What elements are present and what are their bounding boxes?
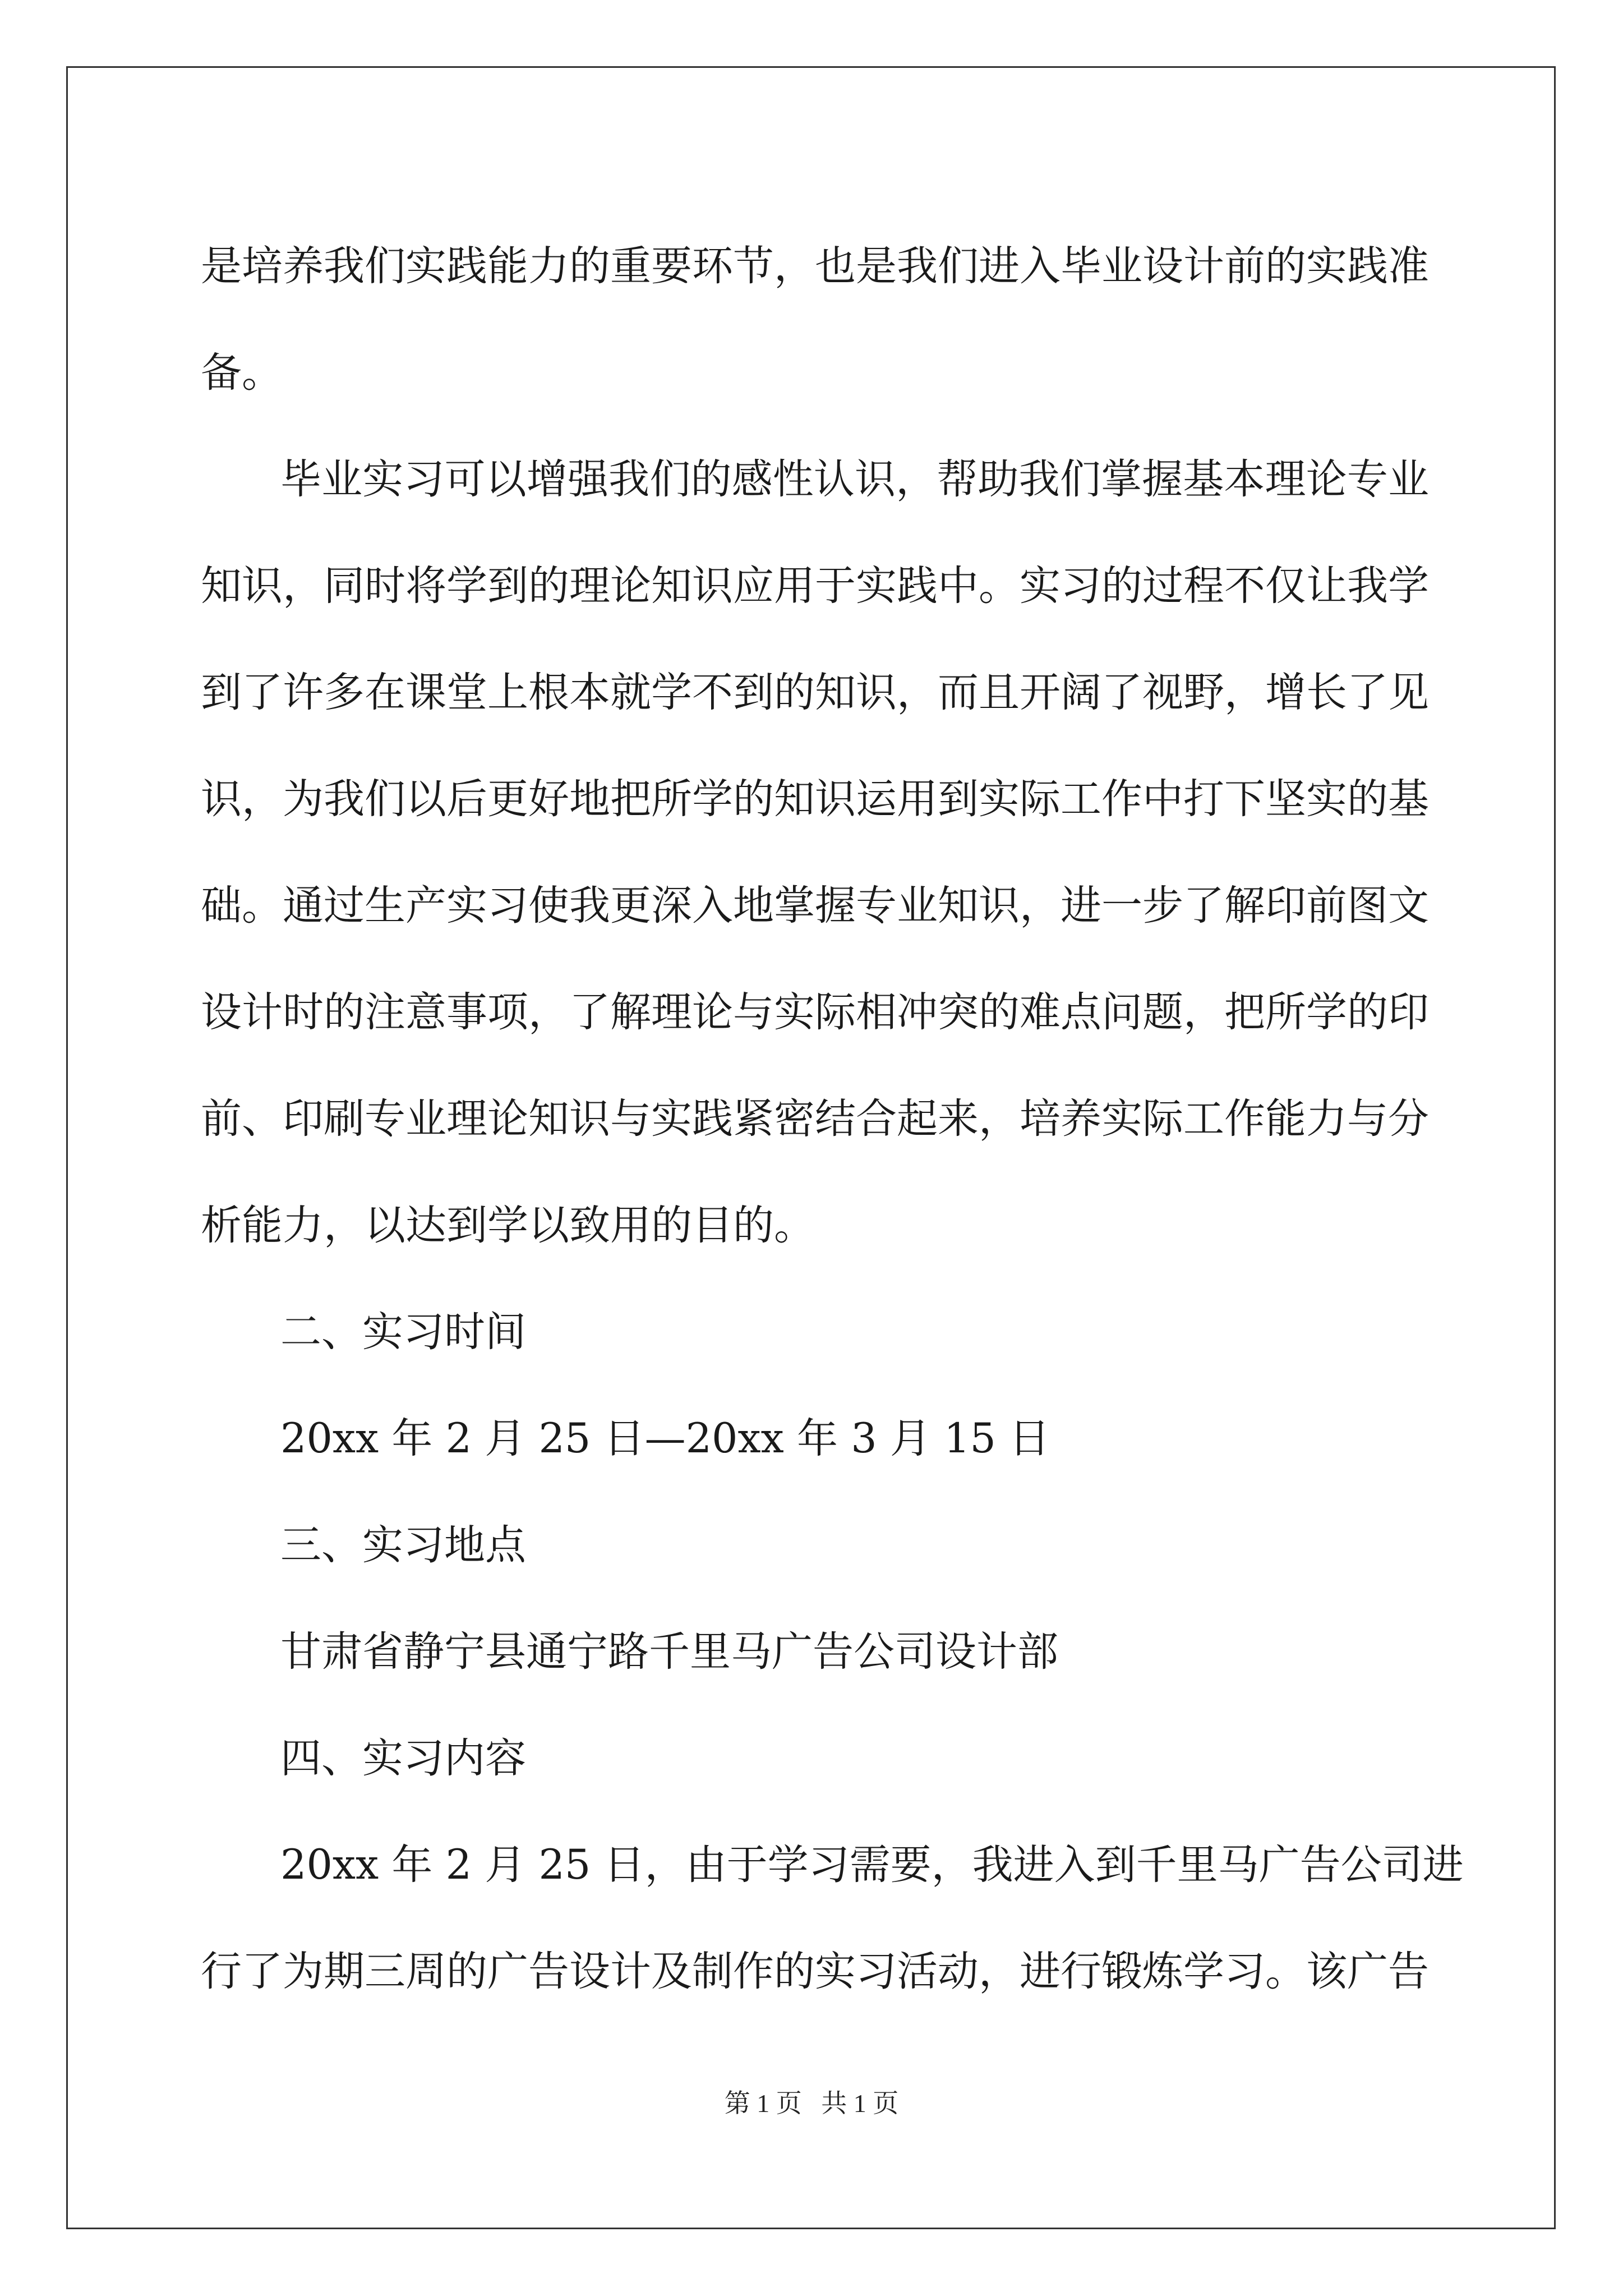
document-body xyxy=(201,213,1464,2025)
section-heading-time: 二、实习时间 xyxy=(280,1308,526,1356)
text-line-7: 础。通过生产实习使我更深入地掌握专业知识，进一步了解印前图文 xyxy=(201,882,1429,930)
text-line-10: 析能力，以达到学以致用的目的。 xyxy=(201,1202,815,1249)
page-footer xyxy=(0,2083,1623,2120)
text-line-1: 是培养我们实践能力的重要环节，也是我们进入毕业设计前的实践准 xyxy=(201,242,1429,290)
text-line-5: 到了许多在课堂上根本就学不到的知识，而且开阔了视野，增长了见 xyxy=(201,669,1429,716)
text-line-9: 前、印刷专业理论知识与实践紧密结合起来，培养实际工作能力与分 xyxy=(201,1095,1429,1143)
text-line-17: 行了为期三周的广告设计及制作的实习活动，进行锻炼学习。该广告 xyxy=(201,1948,1429,1995)
page-number-total: 共 1 页 xyxy=(821,2089,899,2118)
text-line-dates: 20xx 年 2 月 25 日—20xx 年 3 月 15 日 xyxy=(280,1415,1050,1462)
text-line-2: 备。 xyxy=(201,349,283,397)
text-line-8: 设计时的注意事项，了解理论与实际相冲突的难点问题，把所学的印 xyxy=(201,988,1429,1036)
text-line-address: 甘肃省静宁县通宁路千里马广告公司设计部 xyxy=(280,1628,1058,1676)
page-number-current: 第 1 页 xyxy=(724,2089,802,2118)
section-heading-location: 三、实习地点 xyxy=(280,1521,526,1569)
text-line-4: 知识，同时将学到的理论知识应用于实践中。实习的过程不仅让我学 xyxy=(201,562,1429,610)
text-line-16: 20xx 年 2 月 25 日，由于学习需要，我进入到千里马广告公司进 xyxy=(280,1841,1464,1889)
text-line-6: 识，为我们以后更好地把所学的知识运用到实际工作中打下坚实的基 xyxy=(201,775,1429,823)
section-heading-content: 四、实习内容 xyxy=(280,1734,526,1782)
text-line-3: 毕业实习可以增强我们的感性认识，帮助我们掌握基本理论专业 xyxy=(280,455,1429,503)
